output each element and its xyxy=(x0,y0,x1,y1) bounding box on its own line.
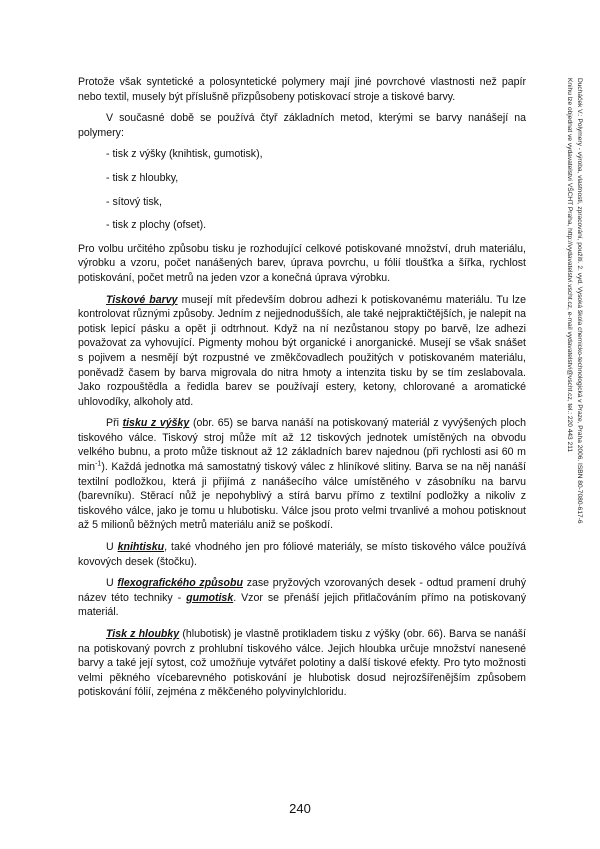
term-tiskove-barvy: Tiskové barvy xyxy=(106,293,178,306)
paragraph-5-text-b: ). Každá jednotka má samostatný tiskový válec z hliníkové slitiny. Barva se na něj nanáší textilní podložkou, která ji přijímá z nanášecího válce umístěného v zásobníku na barvu (barevníku). Stěrací nůž je nepohyblivý a stírá barvu přímo z textilní podložky a nikoliv z tiskového válce, jako je tomu u hlubotisku. Válce jsou proto velmi trvanlivé a mohou potisknout až 5 milionů běžných metrů materiálu aniž se poškodí. xyxy=(78,461,526,532)
paragraph-7-text-b: . Vzor se přenáší jejich přitlačováním přímo na potiskovaný materiál. xyxy=(78,591,526,619)
paragraph-5 xyxy=(78,416,526,533)
paragraph-2: V současné době se používá čtyř základních metod, kterými se barvy nanášejí na polymery: xyxy=(78,112,526,139)
list-item: - sítový tisk, xyxy=(106,195,162,208)
paragraph-7-text-a: zase pryžových vzorovaných desek - odtud pramení druhý název této techniky - xyxy=(78,577,526,604)
body-text xyxy=(78,75,526,707)
term-gumotisk: gumotisk xyxy=(186,591,234,604)
paragraph-1: Protože však syntetické a polosyntetické polymery mají jiné povrchové vlastnosti než papír nebo textil, musely být příslušně přizpůsobeny potiskovací stroje a tiskové barvy. xyxy=(78,76,526,103)
paragraph-6-text: , také vhodného jen pro fóliové materiály, se místo tiskového válce používá kovových desek (štočku). xyxy=(78,541,527,568)
paragraph-8-text: (hlubotisk) je vlastně protikladem tisku z výšky (obr. 66). Barva se nanáší na potiskovaný povrch z prohlubní tiskového válce. Jejich hloubka určuje množství nanesené barvy a také její sytost, což umožňuje vytvářet polotiny a další tiskové efekty. Pro tyto možnosti velmi pěkného vícebarevného potiskování je hlubotisk dosud nejrozšířenějším způsobem potiskování fólií, zejména z měkčeného polyvinylchloridu. xyxy=(78,628,526,699)
term-tisk-z-vysky: tisku z výšky xyxy=(122,417,190,430)
paragraph-5-text-a: (obr. 65) se barva nanáší na potiskovaný materiál z vyvýšených ploch tiskového válce. Tiskový stroj může mít až 12 tiskových jednotek umístěných na obvodu velkého bubnu, a proto může tisknout až 12 základních barev najednou (při rychlosti asi 60 m min xyxy=(78,417,526,474)
term-tisk-z-hloubky: Tisk z hloubky xyxy=(106,628,180,640)
paragraph-4 xyxy=(78,293,526,410)
citation-line-2: Knihu lze objednat ve vydavatelství VŠCHT Praha, http://vydavatelstvi.vscht.cz, e-mail vydavatelstvi@vscht.cz, tel.: 220 443 211 xyxy=(566,78,574,453)
page-number: 240 xyxy=(289,801,311,816)
paragraph-7-pre: U xyxy=(106,577,118,590)
list-item: - tisk z hloubky, xyxy=(106,171,179,184)
list-item: - tisk z plochy (ofset). xyxy=(106,219,207,232)
printing-methods-list xyxy=(78,147,526,232)
paragraph-5-pre: Při xyxy=(106,417,123,430)
list-item: - tisk z výšky (knihtisk, gumotisk), xyxy=(106,148,263,161)
paragraph-7 xyxy=(78,576,526,620)
paragraph-4-text: musejí mít především dobrou adhezi k potiskovanému materiálu. Tu lze kontrolovat různými způsoby. Jedním z nejjednodušších, ale také nejpraktičtějších, je nalepit na potisk lepicí pásku a opět ji odtrhnout. Když na ní nezůstanou stopy po barvě, lze adhezi považovat za vyhovující. Pigmenty mohou být organické i anorganické. Musejí se však snášet s pojivem a nesmějí být rozpustné ve změkčovadlech použitých v potiskovaném materiálu, poněvadž časem by barva migrovala do nitra hmoty a intenzita tisku by se tím zeslabovala. Jako rozpouštědla a ředidla barev se používají estery, ketony, chlorované a aromatické uhlovodíky, alkoholy atd. xyxy=(78,293,526,408)
paragraph-6-pre: U xyxy=(106,541,118,554)
superscript: -1 xyxy=(95,460,102,468)
term-flexografie: flexografického způsobu xyxy=(117,577,243,590)
citation-line-1: Ducháček V.: Polymery - výroba, vlastnosti, zpracování, použití. 2. vyd. Vysoká škola chemicko-technologická v Praze, Praha 2006. ISBN 80-7080-617-6 xyxy=(576,78,583,524)
citation-side-note xyxy=(565,78,584,638)
term-knihtisk: knihtisku xyxy=(117,541,165,554)
paragraph-6 xyxy=(78,540,526,569)
paragraph-3: Pro volbu určitého způsobu tisku je rozhodující celkové potiskované množství, druh materiálu, výrobku a vzoru, počet nanášených barev, úprava povrchu, u fólií tloušťka a šířka, rychlost potiskování, počet metrů na jeden vzor a konečná úprava výrobku. xyxy=(78,242,526,284)
paragraph-8 xyxy=(78,627,526,700)
